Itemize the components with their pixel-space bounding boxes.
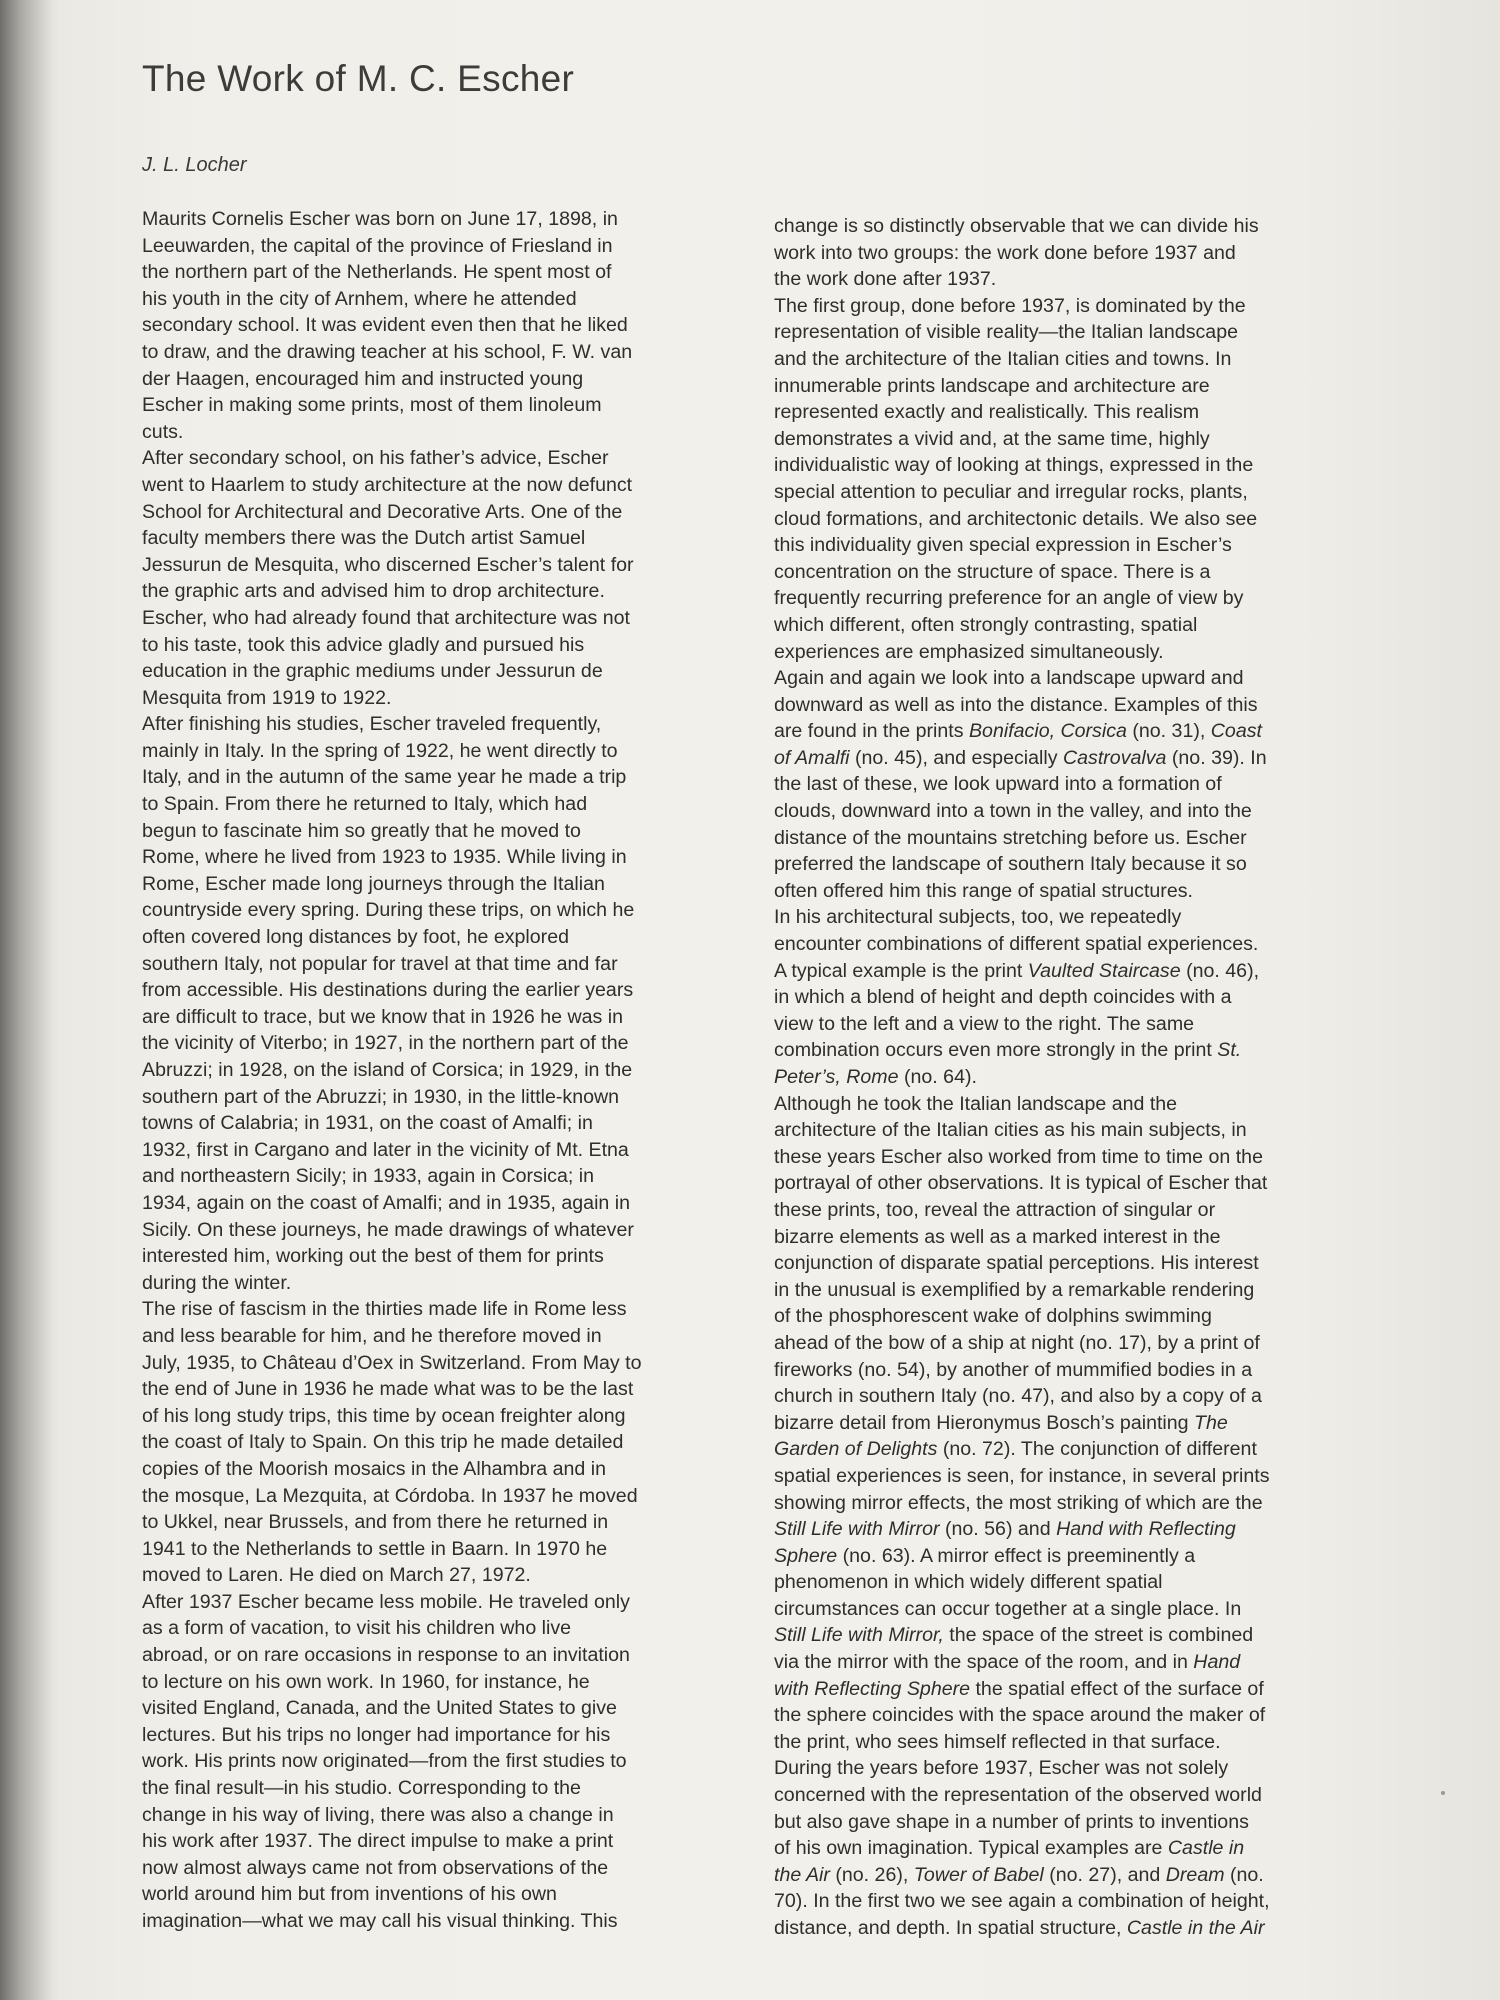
text-line bbox=[142, 1376, 762, 1403]
text-run: concerned with the representation of the observed world bbox=[774, 1784, 1262, 1807]
text-line bbox=[774, 1782, 1434, 1809]
text-run: (no. 27), and bbox=[1043, 1863, 1166, 1886]
italic-title-text: Castrovalva bbox=[1062, 746, 1167, 769]
text-line bbox=[142, 552, 762, 579]
text-line bbox=[774, 1835, 1434, 1862]
text-run: (no. 46), bbox=[1180, 959, 1260, 982]
text-run: mainly in Italy. In the spring of 1922, he went directly to bbox=[142, 739, 618, 762]
text-run: School for Architectural and Decorative Arts. One of the bbox=[142, 500, 623, 523]
text-run: Rome, Escher made long journeys through the Italian bbox=[142, 872, 605, 895]
text-line bbox=[774, 1091, 1434, 1118]
text-line bbox=[774, 506, 1434, 533]
text-run: as a form of vacation, to visit his children who live bbox=[142, 1617, 572, 1640]
text-run: encounter combinations of different spatial experiences. bbox=[774, 933, 1259, 956]
text-line bbox=[142, 259, 762, 286]
text-line bbox=[142, 1270, 762, 1297]
text-run: to lecture on his own work. In 1960, for instance, he bbox=[142, 1670, 590, 1693]
text-run: from accessible. His destinations during the earlier years bbox=[142, 979, 634, 1002]
text-run: innumerable prints landscape and architecture are bbox=[774, 374, 1210, 397]
text-line bbox=[774, 612, 1434, 639]
text-run: begun to fascinate him so greatly that he moved to bbox=[142, 819, 581, 842]
text-line bbox=[142, 392, 762, 419]
text-run: these prints, too, reveal the attraction of singular or bbox=[774, 1198, 1216, 1221]
italic-title-text: Castle in bbox=[1167, 1837, 1245, 1860]
text-line bbox=[142, 445, 762, 472]
text-line bbox=[774, 1410, 1434, 1437]
italic-title-text: the Air bbox=[774, 1863, 830, 1886]
text-run: towns of Calabria; in 1931, on the coast of Amalfi; in bbox=[142, 1112, 593, 1135]
text-run: Rome, where he lived from 1923 to 1935. While living in bbox=[142, 846, 627, 869]
text-run: via the mirror with the space of the room, and in bbox=[774, 1651, 1194, 1674]
italic-title-text: Vaulted Staircase bbox=[1027, 959, 1181, 982]
text-line bbox=[774, 1170, 1434, 1197]
text-run: southern Italy, not popular for travel at that time and far bbox=[142, 952, 618, 975]
text-line bbox=[142, 1775, 762, 1802]
text-run: his work after 1937. The direct impulse to make a print bbox=[142, 1830, 614, 1853]
text-run: copies of the Moorish mosaics in the Alhambra and in bbox=[142, 1457, 606, 1480]
text-line bbox=[142, 1562, 762, 1589]
text-line bbox=[142, 632, 762, 659]
text-run: Escher, who had already found that architecture was not bbox=[142, 606, 630, 629]
text-run: frequently recurring preference for an angle of view by bbox=[774, 587, 1244, 610]
text-line bbox=[142, 1296, 762, 1323]
text-run: downward as well as into the distance. Examples of this bbox=[774, 693, 1258, 716]
text-run: which different, often strongly contrasting, spatial bbox=[774, 613, 1198, 636]
text-line bbox=[774, 1224, 1434, 1251]
italic-title-text: Sphere bbox=[774, 1544, 838, 1567]
italic-title-text: Bonifacio, Corsica bbox=[968, 720, 1127, 743]
text-run: cuts. bbox=[142, 420, 184, 443]
text-line bbox=[142, 1615, 762, 1642]
text-line bbox=[774, 1676, 1434, 1703]
text-run: change in his way of living, there was also a change in bbox=[142, 1803, 614, 1826]
article-title: The Work of M. C. Escher bbox=[142, 58, 575, 99]
text-line bbox=[774, 399, 1434, 426]
text-run: ahead of the bow of a ship at night (no. 17), by a print of bbox=[774, 1331, 1260, 1354]
text-run: now almost always came not from observations of the bbox=[142, 1856, 609, 1879]
text-run: (no. 39). In bbox=[1166, 746, 1267, 769]
text-run: (no. 31), bbox=[1126, 720, 1211, 743]
text-line bbox=[142, 339, 762, 366]
text-line bbox=[142, 1828, 762, 1855]
book-spine-shadow bbox=[0, 0, 52, 2000]
text-line bbox=[142, 738, 762, 765]
text-run: fireworks (no. 54), by another of mummified bodies in a bbox=[774, 1358, 1253, 1381]
text-line bbox=[774, 1915, 1434, 1942]
text-line bbox=[774, 718, 1434, 745]
text-line bbox=[142, 1748, 762, 1775]
text-run: (no. 56) and bbox=[939, 1518, 1057, 1541]
text-run: the vicinity of Viterbo; in 1927, in the northern part of the bbox=[142, 1032, 629, 1055]
text-run: distance of the mountains stretching before us. Escher bbox=[774, 826, 1247, 849]
text-line bbox=[774, 931, 1434, 958]
italic-title-text: Coast bbox=[1210, 720, 1262, 743]
text-line bbox=[774, 771, 1434, 798]
text-line bbox=[774, 213, 1434, 240]
text-line bbox=[142, 1429, 762, 1456]
text-run: A typical example is the print bbox=[774, 959, 1028, 982]
text-line bbox=[142, 1589, 762, 1616]
text-line bbox=[142, 286, 762, 313]
text-run: the graphic arts and advised him to drop architecture. bbox=[142, 580, 605, 603]
text-line bbox=[142, 951, 762, 978]
text-run: this individuality given special expression in Escher’s bbox=[774, 534, 1232, 557]
text-line bbox=[774, 1516, 1434, 1543]
text-run: church in southern Italy (no. 47), and also by a copy of a bbox=[774, 1385, 1262, 1408]
text-line bbox=[774, 1490, 1434, 1517]
text-line bbox=[142, 1536, 762, 1563]
text-run: In his architectural subjects, too, we repeatedly bbox=[774, 906, 1182, 929]
italic-title-text: Castle in the Air bbox=[1126, 1917, 1265, 1939]
text-run: and northeastern Sicily; in 1933, again in Corsica; in bbox=[142, 1165, 595, 1188]
text-line bbox=[142, 605, 762, 632]
text-line bbox=[774, 1888, 1434, 1915]
text-line bbox=[774, 559, 1434, 586]
text-line bbox=[774, 878, 1434, 905]
text-run: imagination—what we may call his visual thinking. This bbox=[142, 1910, 618, 1932]
text-run: bizarre detail from Hieronymus Bosch’s painting bbox=[774, 1411, 1195, 1434]
text-line bbox=[774, 904, 1434, 931]
text-line bbox=[774, 319, 1434, 346]
text-line bbox=[774, 1649, 1434, 1676]
text-run: in which a blend of height and depth coincides with a bbox=[774, 986, 1232, 1009]
text-run: faculty members there was the Dutch artist Samuel bbox=[142, 527, 586, 550]
text-run: 1941 to the Netherlands to settle in Baarn. In 1970 he bbox=[142, 1537, 608, 1560]
text-line bbox=[774, 1569, 1434, 1596]
text-line bbox=[774, 639, 1434, 666]
text-line bbox=[142, 1217, 762, 1244]
text-line bbox=[774, 984, 1434, 1011]
text-line bbox=[142, 312, 762, 339]
text-line bbox=[142, 791, 762, 818]
text-run: the sphere coincides with the space around the maker of bbox=[774, 1704, 1266, 1727]
text-line bbox=[142, 844, 762, 871]
text-line bbox=[774, 1463, 1434, 1490]
text-line bbox=[142, 1908, 762, 1935]
text-line bbox=[774, 293, 1434, 320]
text-line bbox=[142, 578, 762, 605]
text-line bbox=[774, 479, 1434, 506]
text-line bbox=[142, 1137, 762, 1164]
text-run: After secondary school, on his father’s advice, Escher bbox=[142, 447, 609, 470]
text-line bbox=[774, 1543, 1434, 1570]
text-run: and less bearable for him, and he therefore moved in bbox=[142, 1324, 602, 1347]
text-run: and the architecture of the Italian cities and towns. In bbox=[774, 347, 1232, 370]
text-run: Jessurun de Mesquita, who discerned Escher’s talent for bbox=[142, 553, 634, 576]
text-line bbox=[142, 1403, 762, 1430]
text-run: the end of June in 1936 he made what was to be the last bbox=[142, 1378, 634, 1401]
text-line bbox=[142, 1350, 762, 1377]
text-run: Sicily. On these journeys, he made drawings of whatever bbox=[142, 1218, 634, 1241]
text-line bbox=[774, 1622, 1434, 1649]
text-run: architecture of the Italian cities as his main subjects, in bbox=[774, 1119, 1247, 1142]
text-run: (no. 64). bbox=[898, 1066, 977, 1088]
text-run: the print, who sees himself reflected in that surface. bbox=[774, 1730, 1221, 1753]
text-run: Again and again we look into a landscape upward and bbox=[774, 667, 1244, 690]
text-line bbox=[142, 525, 762, 552]
text-line bbox=[774, 825, 1434, 852]
text-run: work into two groups: the work done before 1937 and bbox=[774, 241, 1236, 264]
italic-title-text: of Amalfi bbox=[774, 746, 850, 769]
text-run: 1934, again on the coast of Amalfi; and in 1935, again in bbox=[142, 1191, 631, 1214]
text-run: of his long study trips, this time by ocean freighter along bbox=[142, 1404, 626, 1427]
text-run: to Ukkel, near Brussels, and from there he returned in bbox=[142, 1511, 609, 1534]
text-line bbox=[774, 745, 1434, 772]
text-run: but also gave shape in a number of prints to inventions bbox=[774, 1810, 1249, 1833]
text-line bbox=[142, 1722, 762, 1749]
text-line bbox=[142, 1163, 762, 1190]
text-line bbox=[774, 1303, 1434, 1330]
text-run: preferred the landscape of southern Italy because it so bbox=[774, 853, 1247, 876]
text-run: view to the left and a view to the right. The same bbox=[774, 1012, 1195, 1035]
text-line bbox=[142, 924, 762, 951]
text-run: often offered him this range of spatial structures. bbox=[774, 879, 1193, 902]
text-line bbox=[142, 764, 762, 791]
text-run: bizarre elements as well as a marked interest in the bbox=[774, 1225, 1221, 1248]
text-run: conjunction of disparate spatial perceptions. His interest bbox=[774, 1252, 1259, 1275]
italic-title-text: Still Life with Mirror bbox=[774, 1518, 940, 1541]
text-line bbox=[142, 1669, 762, 1696]
text-line bbox=[774, 373, 1434, 400]
text-column-left bbox=[142, 206, 762, 1935]
text-run: Escher in making some prints, most of them linoleum bbox=[142, 394, 602, 417]
text-line bbox=[142, 366, 762, 393]
text-line bbox=[774, 1357, 1434, 1384]
text-line bbox=[774, 1037, 1434, 1064]
text-line bbox=[142, 897, 762, 924]
italic-title-text: Peter’s, Rome bbox=[774, 1066, 899, 1088]
text-run: the northern part of the Netherlands. He spent most of bbox=[142, 261, 612, 284]
italic-title-text: Still Life with Mirror, bbox=[774, 1624, 944, 1647]
text-line bbox=[142, 499, 762, 526]
text-line bbox=[774, 346, 1434, 373]
text-run: representation of visible reality—the Italian landscape bbox=[774, 321, 1238, 344]
text-line bbox=[142, 711, 762, 738]
italic-title-text: Dream bbox=[1165, 1863, 1225, 1886]
text-line bbox=[774, 1011, 1434, 1038]
text-run: 70). In the first two we see again a combination of height, bbox=[774, 1890, 1270, 1913]
text-line bbox=[142, 977, 762, 1004]
text-line bbox=[142, 1456, 762, 1483]
text-run: (no. 45), and especially bbox=[849, 746, 1063, 769]
text-run: are difficult to trace, but we know that in 1926 he was in bbox=[142, 1005, 624, 1028]
text-run: went to Haarlem to study architecture at the now defunct bbox=[142, 473, 633, 496]
text-run: Italy, and in the autumn of the same year he made a trip bbox=[142, 766, 627, 789]
text-run: spatial experiences is seen, for instance, in several prints bbox=[774, 1464, 1270, 1487]
text-run: in the unusual is exemplified by a remarkable rendering bbox=[774, 1278, 1255, 1301]
text-run: individualistic way of looking at things, expressed in the bbox=[774, 454, 1254, 477]
text-line bbox=[142, 1802, 762, 1829]
text-line bbox=[774, 1862, 1434, 1889]
text-line bbox=[774, 1436, 1434, 1463]
text-line bbox=[142, 206, 762, 233]
text-run: education in the graphic mediums under Jessurun de bbox=[142, 660, 603, 683]
text-line bbox=[774, 452, 1434, 479]
text-run: July, 1935, to Château d’Oex in Switzerland. From May to bbox=[142, 1351, 642, 1374]
text-line bbox=[142, 1323, 762, 1350]
text-line bbox=[142, 233, 762, 260]
text-run: these years Escher also worked from time to time on the bbox=[774, 1145, 1263, 1168]
text-line bbox=[774, 1144, 1434, 1171]
text-run: Mesquita from 1919 to 1922. bbox=[142, 686, 392, 709]
text-run: work. His prints now originated—from the first studies to bbox=[142, 1750, 627, 1773]
text-run: countryside every spring. During these trips, on which he bbox=[142, 899, 635, 922]
italic-title-text: The bbox=[1194, 1411, 1228, 1434]
text-run: are found in the prints bbox=[774, 720, 969, 743]
text-line bbox=[142, 871, 762, 898]
italic-title-text: St. bbox=[1217, 1039, 1242, 1062]
text-run: to draw, and the drawing teacher at his school, F. W. van bbox=[142, 340, 633, 363]
text-run: 1932, first in Cargano and later in the vicinity of Mt. Etna bbox=[142, 1138, 629, 1161]
text-run: (no. 63). A mirror effect is preeminently a bbox=[837, 1544, 1196, 1567]
text-run: Abruzzi; in 1928, on the island of Corsica; in 1929, in the bbox=[142, 1059, 633, 1081]
text-run: of the phosphorescent wake of dolphins swimming bbox=[774, 1305, 1212, 1328]
text-line bbox=[774, 532, 1434, 559]
text-run: secondary school. It was evident even then that he liked bbox=[142, 314, 628, 337]
text-run: visited England, Canada, and the United States to give bbox=[142, 1697, 617, 1720]
text-run: the last of these, we look upward into a formation of bbox=[774, 773, 1222, 796]
text-run: abroad, or on rare occasions in response to an invitation bbox=[142, 1644, 630, 1667]
text-run: cloud formations, and architectonic details. We also see bbox=[774, 507, 1258, 530]
text-line bbox=[774, 851, 1434, 878]
italic-title-text: Hand bbox=[1193, 1651, 1241, 1674]
text-line bbox=[774, 1117, 1434, 1144]
text-line bbox=[142, 658, 762, 685]
text-line bbox=[774, 798, 1434, 825]
text-run: the mosque, La Mezquita, at Córdoba. In 1937 he moved bbox=[142, 1484, 638, 1507]
text-line bbox=[774, 1330, 1434, 1357]
text-line bbox=[142, 1881, 762, 1908]
text-line bbox=[142, 1695, 762, 1722]
text-line bbox=[142, 1642, 762, 1669]
text-run: (no. 26), bbox=[829, 1863, 914, 1886]
text-run: After finishing his studies, Escher traveled frequently, bbox=[142, 713, 602, 736]
text-run: Although he took the Italian landscape and the bbox=[774, 1092, 1178, 1115]
text-line bbox=[774, 1596, 1434, 1623]
text-line bbox=[774, 1383, 1434, 1410]
text-line bbox=[774, 1197, 1434, 1224]
italic-title-text: with Reflecting Sphere bbox=[774, 1677, 971, 1700]
text-run: (no. bbox=[1224, 1863, 1264, 1886]
text-run: circumstances can occur together at a single place. In bbox=[774, 1597, 1242, 1620]
text-line bbox=[142, 1483, 762, 1510]
text-run: Leeuwarden, the capital of the province of Friesland in bbox=[142, 234, 613, 257]
text-line bbox=[774, 665, 1434, 692]
text-column-right bbox=[774, 213, 1434, 1942]
text-line bbox=[774, 585, 1434, 612]
text-run: southern part of the Abruzzi; in 1930, in the little-known bbox=[142, 1085, 620, 1108]
text-line bbox=[774, 1064, 1434, 1091]
text-run: (no. 72). The conjunction of different bbox=[937, 1438, 1257, 1461]
text-run: the final result—in his studio. Corresponding to the bbox=[142, 1777, 581, 1800]
text-run: change is so distinctly observable that we can divide his bbox=[774, 215, 1259, 237]
text-line bbox=[774, 958, 1434, 985]
text-run: the spatial effect of the surface of bbox=[970, 1677, 1264, 1700]
text-line bbox=[142, 1110, 762, 1137]
text-line bbox=[142, 1509, 762, 1536]
text-run: The rise of fascism in the thirties made life in Rome less bbox=[142, 1298, 627, 1321]
text-run: der Haagen, encouraged him and instructed young bbox=[142, 367, 584, 390]
text-line bbox=[142, 419, 762, 446]
italic-title-text: Tower of Babel bbox=[913, 1863, 1044, 1886]
text-run: During the years before 1937, Escher was not solely bbox=[774, 1757, 1229, 1780]
text-run: showing mirror effects, the most striking of which are the bbox=[774, 1491, 1263, 1514]
text-run: special attention to peculiar and irregular rocks, plants, bbox=[774, 480, 1248, 503]
text-run: Maurits Cornelis Escher was born on June 17, 1898, in bbox=[142, 208, 618, 230]
text-line bbox=[774, 1729, 1434, 1756]
text-run: interested him, working out the best of them for prints bbox=[142, 1245, 604, 1268]
text-line bbox=[142, 1855, 762, 1882]
paper-speck bbox=[1441, 1791, 1445, 1795]
text-run: of his own imagination. Typical examples are bbox=[774, 1837, 1168, 1860]
text-run: the work done after 1937. bbox=[774, 268, 997, 291]
text-line bbox=[142, 1190, 762, 1217]
article-author: J. L. Locher bbox=[142, 154, 247, 176]
text-run: the coast of Italy to Spain. On this trip he made detailed bbox=[142, 1431, 624, 1454]
text-run: After 1937 Escher became less mobile. He traveled only bbox=[142, 1590, 630, 1613]
text-line bbox=[142, 818, 762, 845]
text-run: world around him but from inventions of his own bbox=[142, 1883, 557, 1906]
italic-title-text: Hand with Reflecting bbox=[1056, 1518, 1236, 1541]
text-run: moved to Laren. He died on March 27, 1972. bbox=[142, 1564, 531, 1587]
text-run: his youth in the city of Arnhem, where he attended bbox=[142, 287, 577, 310]
text-line bbox=[774, 240, 1434, 267]
text-line bbox=[774, 426, 1434, 453]
text-run: lectures. But his trips no longer had importance for his bbox=[142, 1723, 611, 1746]
text-line bbox=[774, 1809, 1434, 1836]
text-run: to Spain. From there he returned to Italy, which had bbox=[142, 793, 588, 816]
text-line bbox=[774, 266, 1434, 293]
text-line bbox=[142, 1030, 762, 1057]
text-line bbox=[142, 1243, 762, 1270]
text-run: combination occurs even more strongly in the print bbox=[774, 1039, 1218, 1062]
text-run: often covered long distances by foot, he explored bbox=[142, 926, 569, 949]
text-run: concentration on the structure of space. There is a bbox=[774, 560, 1211, 583]
text-line bbox=[142, 1057, 762, 1084]
text-run: portrayal of other observations. It is typical of Escher that bbox=[774, 1172, 1268, 1195]
text-run: the space of the street is combined bbox=[943, 1624, 1254, 1647]
text-line bbox=[774, 1277, 1434, 1304]
text-run: distance, and depth. In spatial structure, bbox=[774, 1917, 1127, 1939]
text-run: demonstrates a vivid and, at the same time, highly bbox=[774, 427, 1210, 450]
text-line bbox=[142, 1084, 762, 1111]
text-line bbox=[774, 1755, 1434, 1782]
italic-title-text: Garden of Delights bbox=[774, 1438, 938, 1461]
text-line bbox=[142, 1004, 762, 1031]
text-run: phenomenon in which widely different spatial bbox=[774, 1571, 1163, 1594]
text-line bbox=[774, 1250, 1434, 1277]
text-run: clouds, downward into a town in the valley, and into the bbox=[774, 800, 1252, 823]
text-run: during the winter. bbox=[142, 1271, 292, 1294]
text-run: represented exactly and realistically. This realism bbox=[774, 401, 1200, 424]
text-line bbox=[142, 472, 762, 499]
text-line bbox=[774, 692, 1434, 719]
text-run: to his taste, took this advice gladly and pursued his bbox=[142, 633, 585, 656]
text-line bbox=[774, 1702, 1434, 1729]
text-run: experiences are emphasized simultaneously. bbox=[774, 640, 1164, 663]
text-run: The first group, done before 1937, is dominated by the bbox=[774, 294, 1246, 317]
text-line bbox=[142, 685, 762, 712]
